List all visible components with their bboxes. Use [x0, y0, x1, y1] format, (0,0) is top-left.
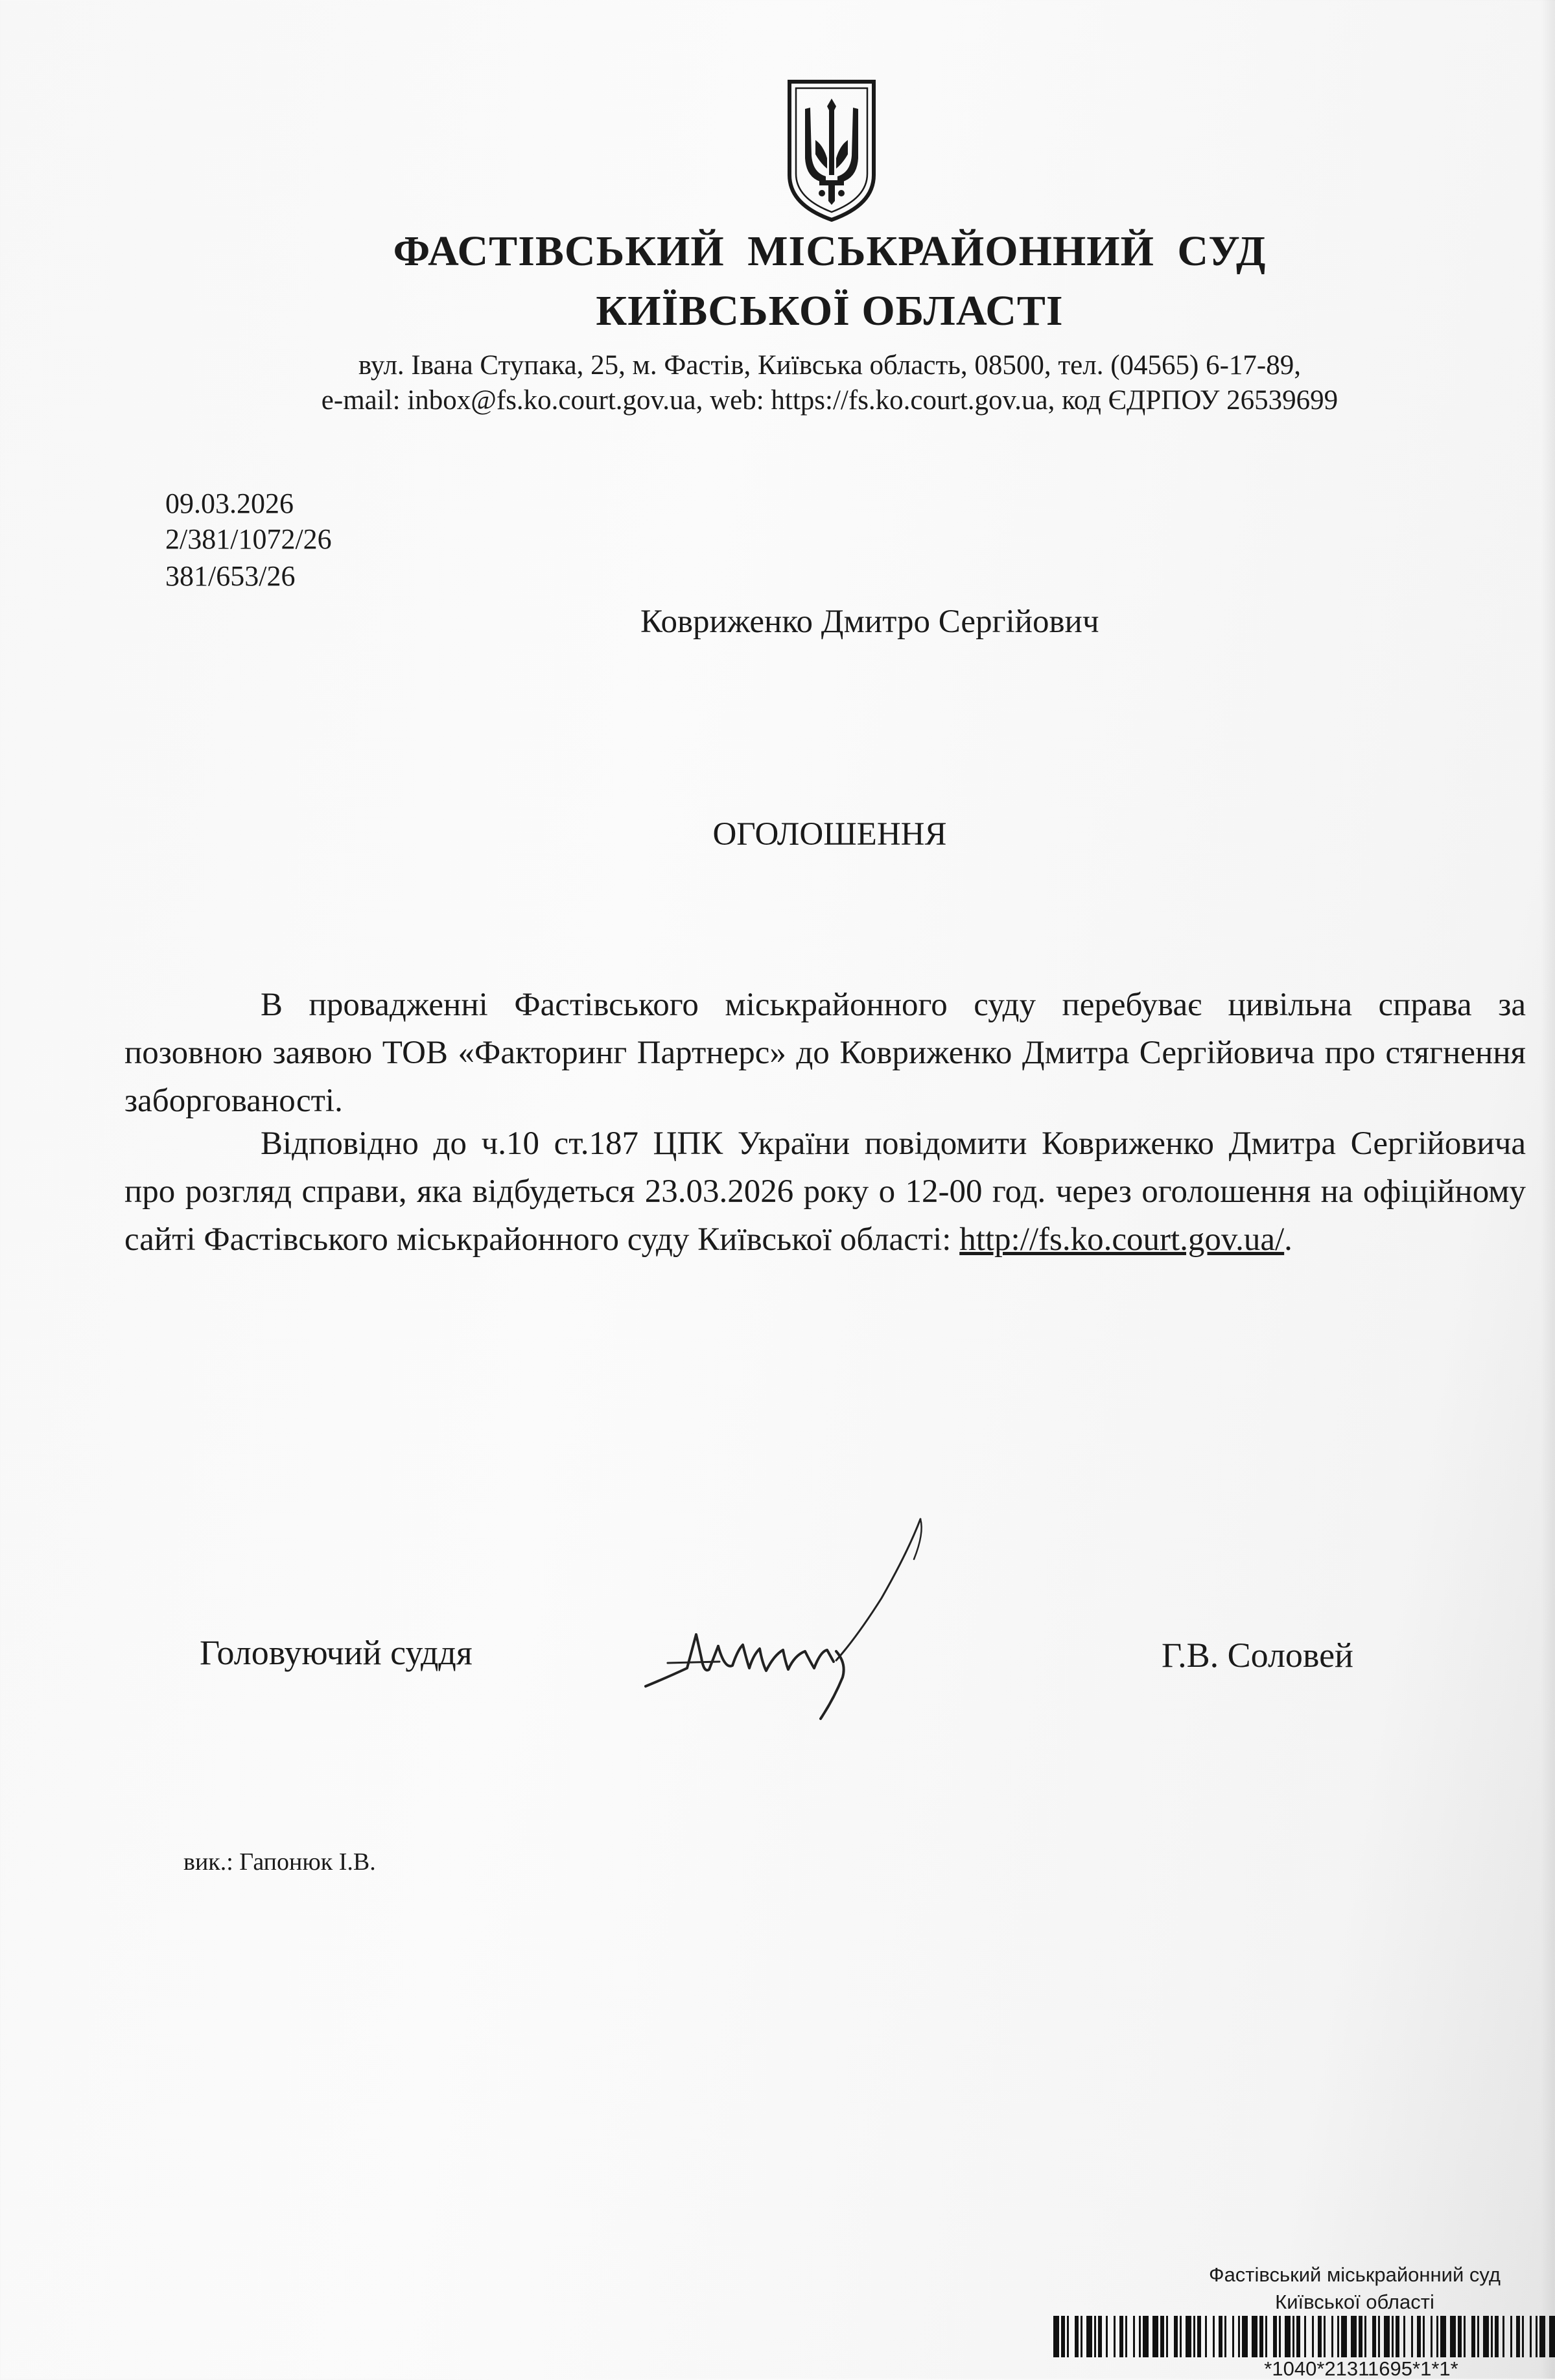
executor-note: вик.: Гапонюк І.В. [183, 1848, 376, 1876]
barcode-bar [1232, 2316, 1234, 2357]
barcode-bar [1152, 2316, 1158, 2357]
barcode-bar [1053, 2316, 1059, 2357]
barcode-bar [1471, 2316, 1475, 2357]
barcode-bar [1133, 2316, 1135, 2357]
barcode-bar [1213, 2316, 1215, 2357]
barcode-bar [1279, 2316, 1281, 2357]
barcode-bar [1331, 2316, 1333, 2357]
barcode [1053, 2316, 1555, 2357]
barcode-bar [1495, 2316, 1499, 2357]
barcode-bar [1403, 2316, 1405, 2357]
barcode-bar [1125, 2316, 1127, 2357]
barcode-bar [1351, 2316, 1357, 2357]
barcode-bar [1312, 2316, 1314, 2357]
barcode-bar [1549, 2316, 1555, 2357]
barcode-bar [1384, 2316, 1390, 2357]
barcode-bar [1324, 2316, 1326, 2357]
announcement-body [124, 981, 1526, 1125]
barcode-bar [1464, 2316, 1466, 2357]
barcode-bar [1292, 2316, 1294, 2357]
barcode-bar [1075, 2316, 1079, 2357]
barcode-bar [1252, 2316, 1257, 2357]
barcode-bar [1061, 2316, 1065, 2357]
barcode-bar [1205, 2316, 1207, 2357]
barcode-bar [1450, 2316, 1456, 2357]
barcode-bar [1174, 2316, 1178, 2357]
barcode-bar [1094, 2316, 1096, 2357]
barcode-bar [1219, 2316, 1222, 2357]
barcode-bar [1259, 2316, 1263, 2357]
barcode-bar [1273, 2316, 1277, 2357]
barcode-bar [1530, 2316, 1532, 2357]
barcode-bar [1423, 2316, 1425, 2357]
paragraph-case-info: В провадженні Фастівського міськрайонного суду перебуває цивільна справа за позовною заявою ТОВ «Факторинг Партнерс» до Ковриженко Дмитра Сергійовича про стягнення заборгованості. [124, 987, 1526, 1119]
paragraph-end-period: . [1284, 1221, 1292, 1258]
barcode-number: *1040*21311695*1*1* [1264, 2357, 1458, 2380]
judge-name: Г.В. Соловей [1162, 1636, 1353, 1675]
barcode-bar [1483, 2316, 1489, 2357]
barcode-bar [1392, 2316, 1394, 2357]
barcode-bar [1458, 2316, 1462, 2357]
outgoing-number: 2/381/1072/26 [165, 523, 332, 555]
judge-title: Головуючий суддя [200, 1633, 473, 1672]
court-address: вул. Івана Ступака, 25, м. Фастів, Київська область, 08500, тел. (04565) 6-17-89, [358, 350, 1301, 381]
barcode-bar [1160, 2316, 1164, 2357]
barcode-bar [1436, 2316, 1438, 2357]
case-number: 381/653/26 [165, 560, 296, 592]
barcode-bar [1180, 2316, 1182, 2357]
paragraph-hearing-notice [124, 1120, 1526, 1264]
barcode-bar [1539, 2316, 1545, 2357]
barcode-bar [1086, 2316, 1092, 2357]
barcode-bar [1341, 2316, 1347, 2357]
announcement-body-notice [124, 1120, 1526, 1264]
barcode-bar [1224, 2316, 1226, 2357]
barcode-bar [1516, 2316, 1520, 2357]
court-name: ФАСТІВСЬКИЙ МІСЬКРАЙОННИЙ СУД [393, 228, 1267, 275]
trident-coat-of-arms-icon [786, 78, 878, 224]
barcode-bar [1285, 2316, 1291, 2357]
barcode-bar [1139, 2316, 1141, 2357]
court-contacts: e-mail: inbox@fs.ko.court.gov.ua, web: https://fs.ko.court.gov.ua, код ЄДРПОУ 26539699 [321, 385, 1339, 416]
barcode-bar [1238, 2316, 1240, 2357]
barcode-bar [1114, 2316, 1116, 2357]
barcode-bar [1522, 2316, 1524, 2357]
paragraph-hearing-text: Відповідно до ч.10 ст.187 ЦПК України повідомити Ковриженко Дмитра Сергійовича про розгляд справи, яка відбудеться 23.03.2026 року о 12-00 год. через оголошення на офіційному сайті Фастівського міськрайонного суду Київської області: [124, 1125, 1526, 1258]
barcode-bar [1318, 2316, 1322, 2357]
barcode-bar [1081, 2316, 1082, 2357]
barcode-bar [1067, 2316, 1069, 2357]
barcode-bar [1396, 2316, 1399, 2357]
barcode-bar [1477, 2316, 1479, 2357]
barcode-bar [1119, 2316, 1123, 2357]
barcode-bar [1510, 2316, 1512, 2357]
barcode-bar [1411, 2316, 1413, 2357]
handwritten-signature [642, 1507, 946, 1728]
barcode-bar [1502, 2316, 1504, 2357]
barcode-bar [1098, 2316, 1102, 2357]
barcode-bar [1265, 2316, 1267, 2357]
court-region: КИЇВСЬКОЇ ОБЛАСТІ [596, 287, 1064, 335]
barcode-bar [1166, 2316, 1168, 2357]
barcode-bar [1491, 2316, 1493, 2357]
barcode-bar [1304, 2316, 1306, 2357]
barcode-bar [1431, 2316, 1432, 2357]
barcode-bar [1372, 2316, 1376, 2357]
barcode-bar [1186, 2316, 1191, 2357]
stamp-region: Київської області [1275, 2291, 1434, 2313]
barcode-bar [1143, 2316, 1149, 2357]
barcode-bar [1296, 2316, 1300, 2357]
announcement-title: ОГОЛОШЕННЯ [712, 816, 947, 853]
barcode-bar [1359, 2316, 1362, 2357]
barcode-bar [1378, 2316, 1380, 2357]
barcode-bar [1417, 2316, 1421, 2357]
barcode-bar [1364, 2316, 1366, 2357]
recipient-name: Ковриженко Дмитро Сергійович [640, 604, 1099, 640]
barcode-bar [1440, 2316, 1446, 2357]
court-website-link[interactable]: http://fs.ko.court.gov.ua/ [959, 1221, 1285, 1258]
barcode-bar [1242, 2316, 1248, 2357]
barcode-bar [1337, 2316, 1339, 2357]
barcode-bar [1197, 2316, 1201, 2357]
barcode-bar [1193, 2316, 1195, 2357]
barcode-bar [1536, 2316, 1537, 2357]
barcode-bar [1106, 2316, 1108, 2357]
document-date: 09.03.2026 [165, 488, 294, 519]
stamp-court-name: Фастівський міськрайонний суд [1209, 2263, 1501, 2286]
